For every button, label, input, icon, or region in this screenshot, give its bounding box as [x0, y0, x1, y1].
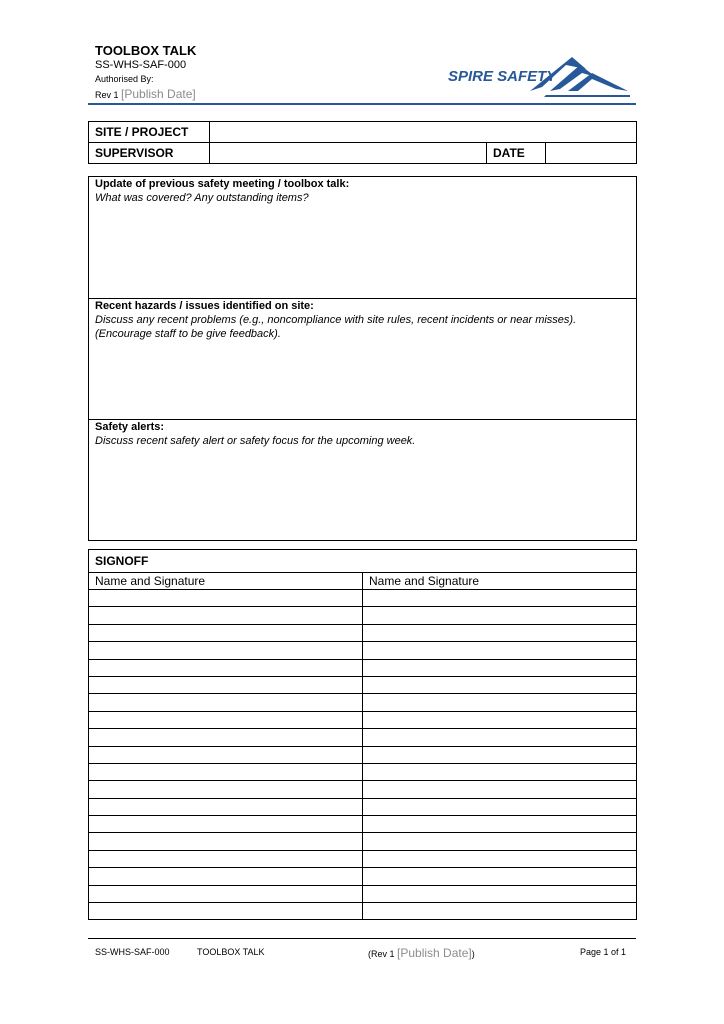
section-heading: Update of previous safety meeting / toolbox talk:: [95, 178, 350, 190]
signoff-row: [89, 729, 637, 746]
signature-cell[interactable]: [89, 729, 363, 746]
signoff-row: [89, 711, 637, 728]
site-project-label: SITE / PROJECT: [89, 122, 210, 143]
signature-cell[interactable]: [363, 624, 637, 641]
signature-cell[interactable]: [363, 694, 637, 711]
column-header-name-signature: Name and Signature: [363, 573, 637, 590]
signoff-row: [89, 642, 637, 659]
signature-cell[interactable]: [363, 590, 637, 607]
supervisor-label: SUPERVISOR: [89, 143, 210, 164]
revision-label: Rev 1: [95, 90, 119, 100]
section-prompt: Discuss recent safety alert or safety focus for the upcoming week.: [95, 435, 416, 447]
site-project-field[interactable]: [210, 122, 637, 143]
spire-safety-logo: [446, 51, 632, 99]
supervisor-row: [89, 143, 637, 164]
signature-cell[interactable]: [363, 676, 637, 693]
signature-cell[interactable]: [89, 816, 363, 833]
section-prompt-note: (Encourage staff to be give feedback).: [95, 328, 281, 340]
signature-cell[interactable]: [363, 850, 637, 867]
safety-alerts-section[interactable]: [89, 420, 636, 540]
signoff-row: [89, 798, 637, 815]
signoff-row: [89, 868, 637, 885]
signature-cell[interactable]: [363, 868, 637, 885]
signoff-row: [89, 676, 637, 693]
signature-cell[interactable]: [363, 729, 637, 746]
footer-divider: [88, 938, 636, 939]
signoff-row: [89, 746, 637, 763]
signature-cell[interactable]: [89, 746, 363, 763]
signoff-row: [89, 885, 637, 902]
document-title: TOOLBOX TALK: [95, 43, 197, 58]
signature-cell[interactable]: [89, 607, 363, 624]
signature-cell[interactable]: [363, 833, 637, 850]
signoff-row: [89, 590, 637, 607]
signature-cell[interactable]: [89, 642, 363, 659]
signoff-row: [89, 659, 637, 676]
signoff-row: [89, 694, 637, 711]
signature-cell[interactable]: [89, 763, 363, 780]
signature-cell[interactable]: [363, 642, 637, 659]
signature-cell[interactable]: [363, 903, 637, 920]
signoff-row: [89, 833, 637, 850]
signoff-row: [89, 763, 637, 780]
signature-cell[interactable]: [363, 607, 637, 624]
site-info-table: [88, 121, 637, 164]
section-heading: Recent hazards / issues identified on site:: [95, 300, 314, 312]
logo-text: SPIRE SAFETY: [448, 68, 557, 85]
supervisor-field[interactable]: [210, 143, 487, 164]
header-divider: [88, 103, 636, 105]
signoff-row: [89, 624, 637, 641]
section-prompt: What was covered? Any outstanding items?: [95, 192, 309, 204]
publish-date-placeholder[interactable]: [Publish Date]: [121, 87, 196, 101]
signoff-title: SIGNOFF: [89, 550, 637, 573]
column-header-name-signature: Name and Signature: [89, 573, 363, 590]
previous-meeting-section[interactable]: [89, 177, 636, 298]
footer-document-code: SS-WHS-SAF-000: [95, 947, 170, 957]
signoff-title-row: [89, 550, 637, 573]
signoff-row: [89, 607, 637, 624]
signature-cell[interactable]: [363, 798, 637, 815]
signature-cell[interactable]: [363, 746, 637, 763]
revision-line: [95, 87, 196, 101]
section-heading: Safety alerts:: [95, 421, 165, 433]
signature-cell[interactable]: [363, 763, 637, 780]
footer-publish-date-placeholder[interactable]: [Publish Date]: [397, 946, 472, 960]
signature-cell[interactable]: [89, 694, 363, 711]
signature-cell[interactable]: [363, 659, 637, 676]
signature-cell[interactable]: [89, 781, 363, 798]
signature-cell[interactable]: [89, 659, 363, 676]
footer-rev-close: ): [471, 949, 475, 959]
document-code: SS-WHS-SAF-000: [95, 59, 187, 71]
footer-revision: [368, 946, 475, 960]
authorised-by-label: Authorised By:: [95, 74, 154, 84]
signature-cell[interactable]: [363, 816, 637, 833]
signature-cell[interactable]: [89, 885, 363, 902]
signature-cell[interactable]: [89, 624, 363, 641]
signoff-row: [89, 903, 637, 920]
signoff-row: [89, 850, 637, 867]
footer-document-title: TOOLBOX TALK: [197, 947, 265, 957]
signature-cell[interactable]: [363, 711, 637, 728]
footer-rev-open: (Rev 1: [368, 949, 395, 959]
section-prompt: Discuss any recent problems (e.g., noncompliance with site rules, recent incidents or near misses).: [95, 314, 577, 326]
signature-cell[interactable]: [89, 590, 363, 607]
signature-cell[interactable]: [89, 903, 363, 920]
signoff-table: [88, 549, 637, 920]
signature-cell[interactable]: [89, 711, 363, 728]
date-label: DATE: [487, 143, 546, 164]
signature-cell[interactable]: [363, 781, 637, 798]
signature-cell[interactable]: [89, 833, 363, 850]
signature-cell[interactable]: [89, 676, 363, 693]
signature-cell[interactable]: [89, 868, 363, 885]
signature-cell[interactable]: [89, 850, 363, 867]
date-field[interactable]: [546, 143, 637, 164]
signoff-row: [89, 816, 637, 833]
signoff-header-row: [89, 573, 637, 590]
discussion-box: [88, 176, 637, 541]
site-row: [89, 122, 637, 143]
footer-page-number: Page 1 of 1: [580, 947, 627, 957]
signature-cell[interactable]: [89, 798, 363, 815]
signature-cell[interactable]: [363, 885, 637, 902]
recent-hazards-section[interactable]: [89, 299, 636, 419]
signoff-row: [89, 781, 637, 798]
